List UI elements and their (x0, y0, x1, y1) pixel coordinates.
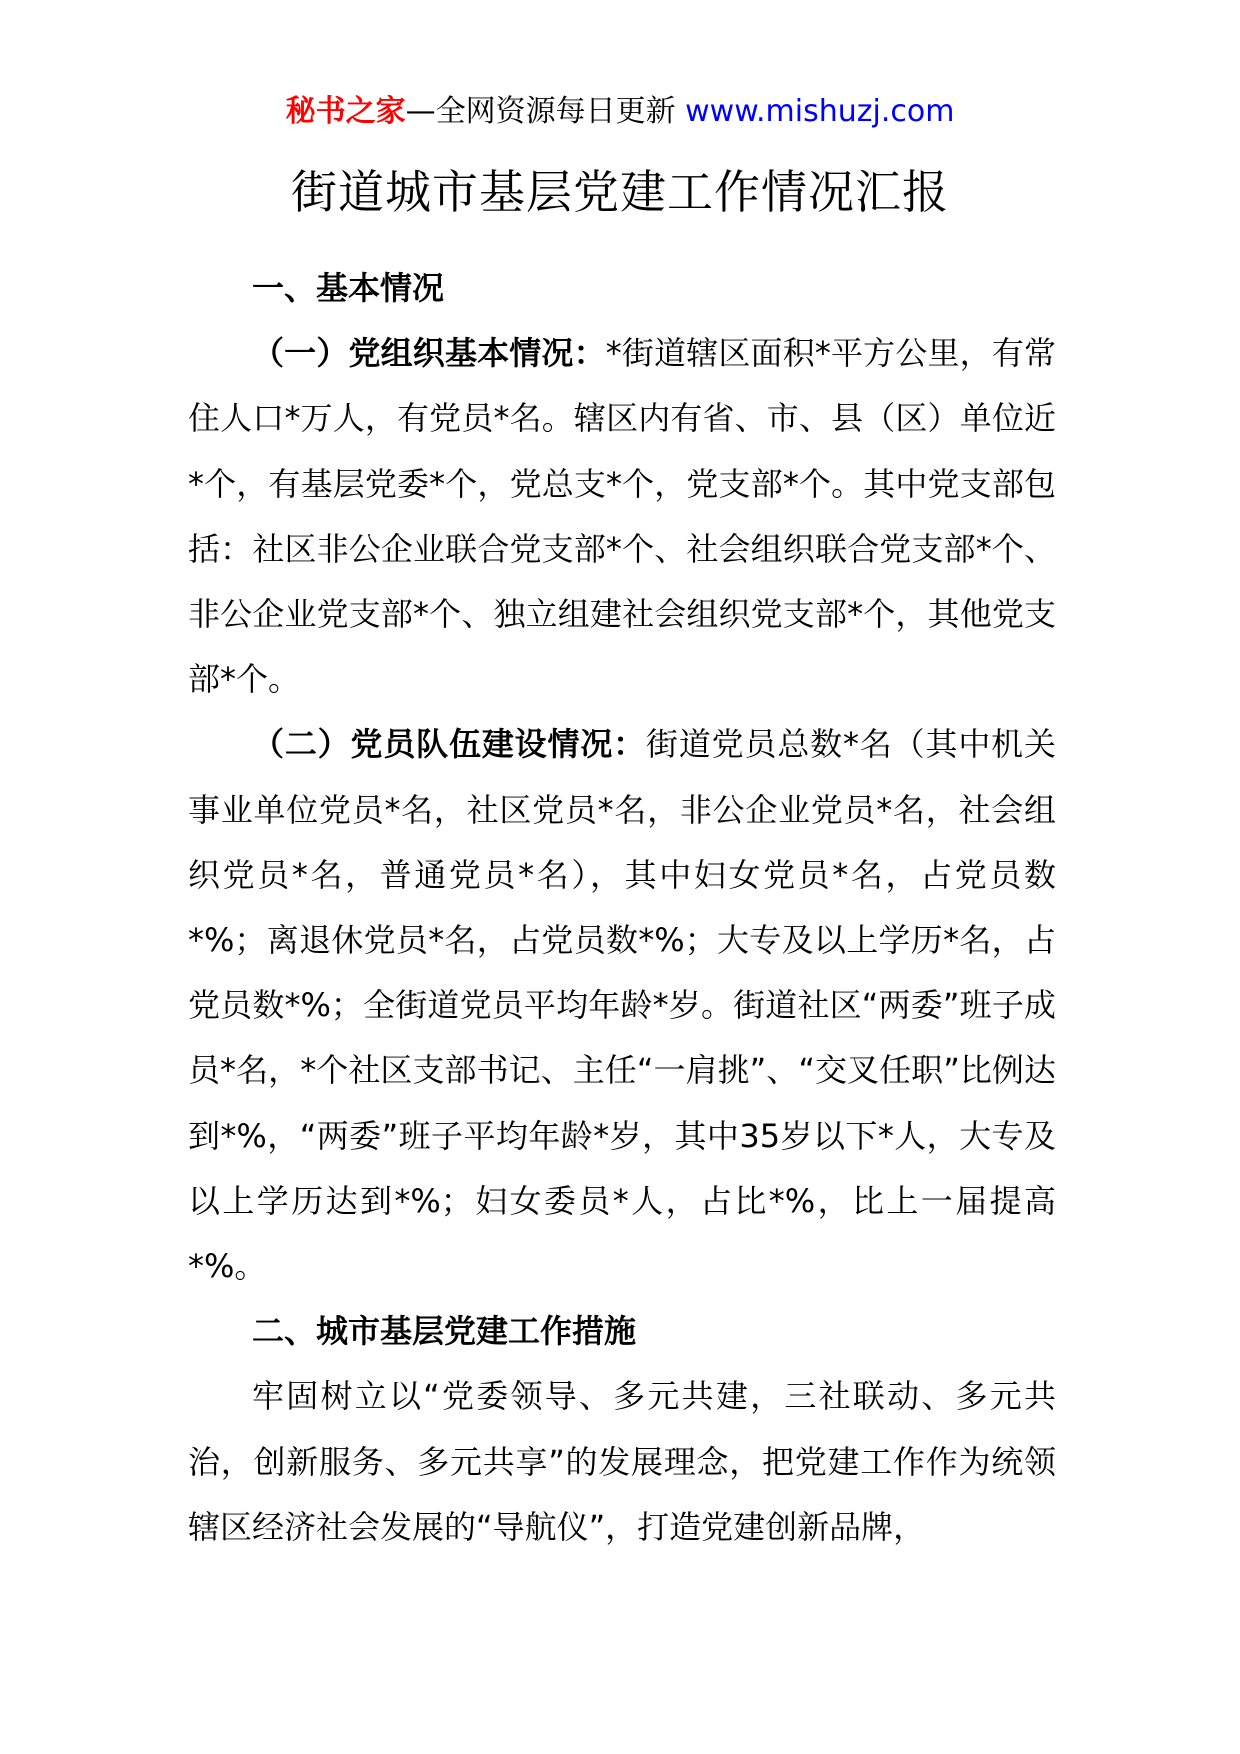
paragraph-lead: （一）党组织基本情况： (252, 334, 606, 373)
document-body (188, 256, 1056, 1560)
paragraph-party-organization (188, 321, 1056, 712)
site-banner (0, 92, 1240, 132)
section-heading-measures: 二、城市基层党建工作措施 (252, 1312, 637, 1351)
document-title: 街道城市基层党建工作情况汇报 (291, 165, 949, 219)
paragraph-lead: （二）党员队伍建设情况： (252, 725, 646, 764)
paragraph-text: 街道党员总数*名（其中机关事业单位党员*名，社区党员*名，非公企业党员*名，社会组织党员*名，普通党员*名），其中妇女党员*名，占党员数*%；离退休党员*名，占党员数*%；大专及以上学历*名，占党员数*%；全街道党员平均年龄*岁。街道社区“两委”班子成员*名，*个社区支部书记、主任“一肩挑”、“交叉任职”比例达到*%，“两委”班子平均年龄*岁，其中35岁以下*人，大专及以上学历达到*%；妇女委员*人，占比*%，比上一届提高*%。 (188, 725, 1056, 1286)
paragraph-measures-intro (188, 1364, 1056, 1560)
paragraph-party-members (188, 712, 1056, 1299)
section-heading-basic-situation: 一、基本情况 (252, 269, 445, 307)
banner-tagline: —全网资源每日更新 (405, 94, 676, 129)
brand-name: 秘书之家 (285, 94, 406, 129)
site-url-link[interactable]: www.mishuzj.com (685, 94, 955, 129)
paragraph-text: *街道辖区面积*平方公里，有常住人口*万人，有党员*名。辖区内有省、市、县（区）单位近*个，有基层党委*个，党总支*个，党支部*个。其中党支部包括：社区非公企业联合党支部*个、社会组织联合党支部*个、非公企业党支部*个、独立组建社会组织党支部*个，其他党支部*个。 (188, 334, 1056, 699)
paragraph-text: 牢固树立以“党委领导、多元共建，三社联动、多元共治，创新服务、多元共享”的发展理念，把党建工作作为统领辖区经济社会发展的“导航仪”，打造党建创新品牌， (188, 1377, 1056, 1546)
